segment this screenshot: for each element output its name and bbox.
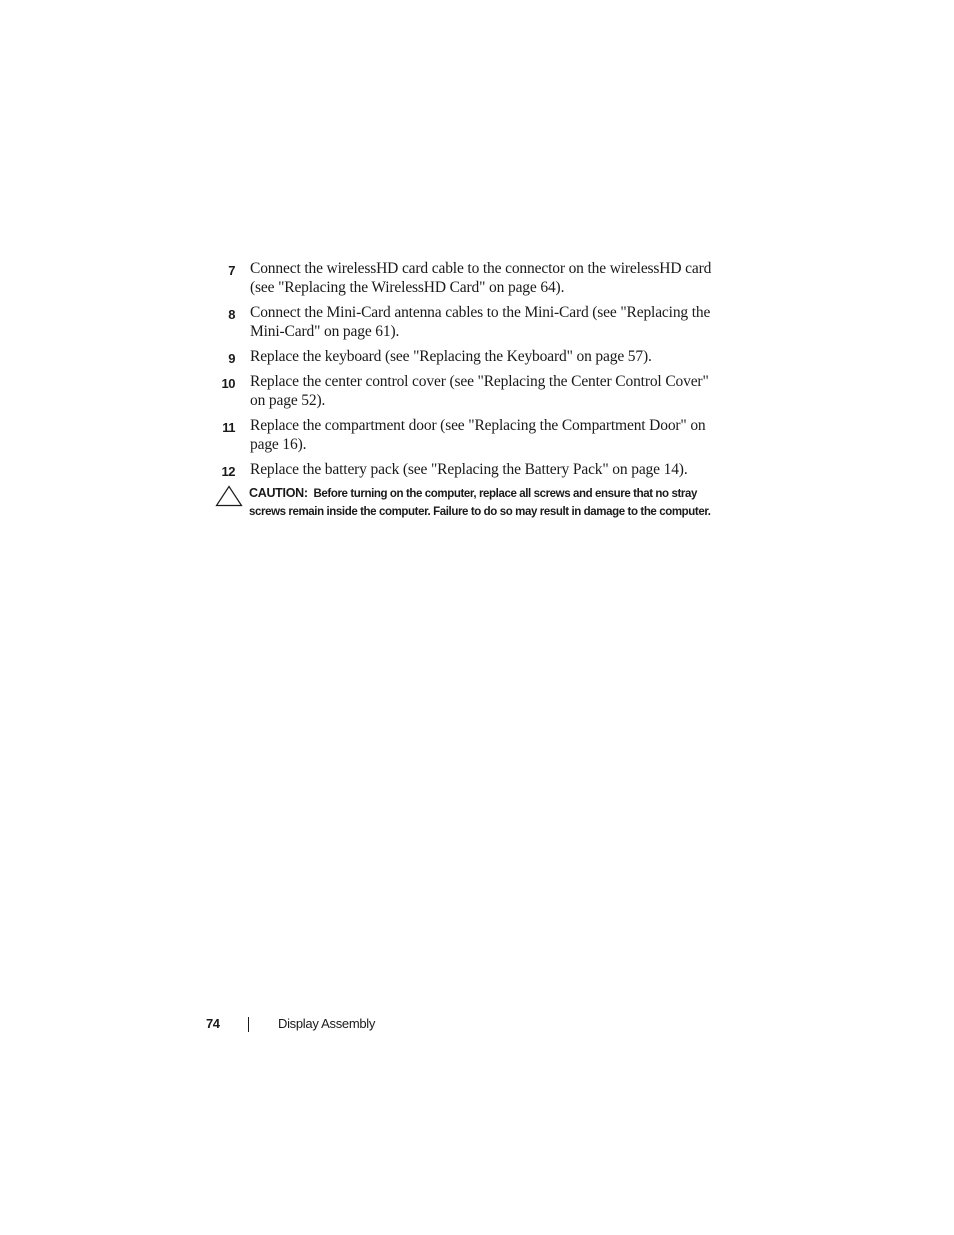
step-text: Connect the Mini-Card antenna cables to the Mini-Card (see "Replacing the Mini-Card" on page 61). <box>250 304 711 340</box>
step-number: 11 <box>222 420 235 435</box>
footer-divider <box>248 1017 249 1032</box>
procedure-steps <box>0 259 954 485</box>
caution-notice <box>215 485 735 521</box>
step-text: Replace the keyboard (see "Replacing the Keyboard" on page 57). <box>250 348 652 365</box>
page-number: 74 <box>206 1016 220 1031</box>
step-number: 9 <box>228 351 235 366</box>
step-item <box>0 372 954 410</box>
step-number: 7 <box>228 263 235 278</box>
caution-triangle-icon <box>215 485 243 507</box>
step-number: 8 <box>228 307 235 322</box>
step-item <box>0 416 954 454</box>
step-text: Replace the battery pack (see "Replacing the Battery Pack" on page 14). <box>250 461 688 478</box>
caution-message: Before turning on the computer, replace all screws and ensure that no stray screws remain inside the computer. Failure to do so may result in damage to the computer. <box>249 488 711 518</box>
caution-text <box>249 485 719 521</box>
step-number: 10 <box>221 376 235 391</box>
step-item <box>0 303 954 341</box>
step-text: Replace the compartment door (see "Replacing the Compartment Door" on page 16). <box>250 417 706 453</box>
step-text: Replace the center control cover (see "Replacing the Center Control Cover" on page 52). <box>250 373 709 409</box>
step-text: Connect the wirelessHD card cable to the connector on the wirelessHD card (see "Replacing the WirelessHD Card" on page 64). <box>250 260 712 296</box>
caution-label: CAUTION: <box>249 486 308 500</box>
section-title: Display Assembly <box>278 1016 376 1031</box>
step-number: 12 <box>221 464 235 479</box>
page-footer <box>0 1015 954 1035</box>
step-item <box>0 259 954 297</box>
step-item <box>0 460 954 479</box>
step-item <box>0 347 954 366</box>
